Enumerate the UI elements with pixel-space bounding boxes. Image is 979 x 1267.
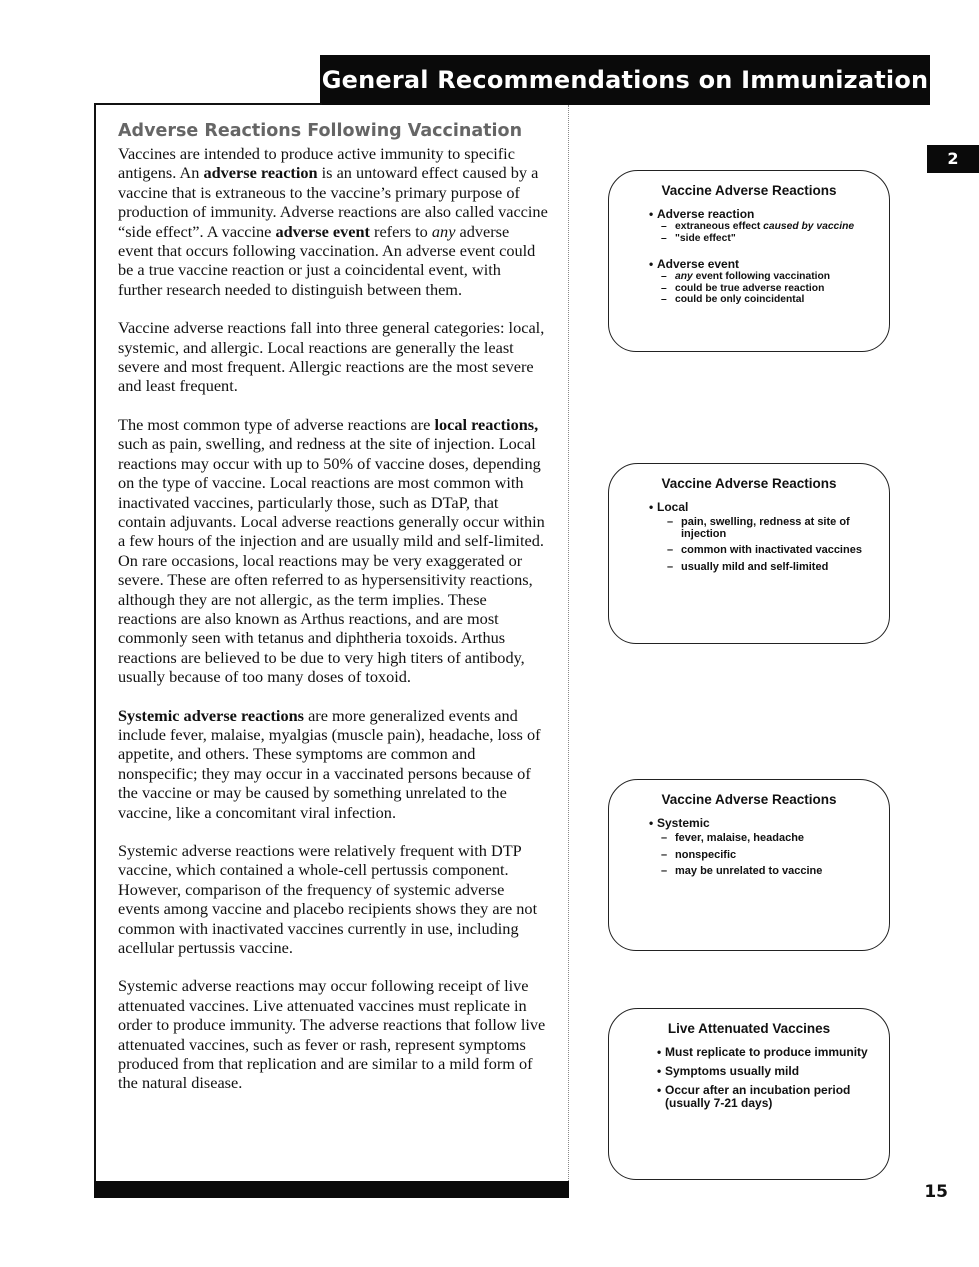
sub-bullet: – pain, swelling, redness at site of injection [667, 517, 875, 540]
slide-bullet [649, 208, 875, 244]
paragraph-adverse-reaction-definition [118, 144, 548, 299]
text-run: refers to [369, 221, 432, 241]
paragraph-live-attenuated: Systemic adverse reactions may occur following receipt of live attenuated vaccines. Live attenuated vaccines must replicate in order to produce immunity. The adverse reactions that follow live attenuated vaccines, such as fever or rash, represent symptoms produced from that replication and are similar to a mild form of the natural disease. [118, 976, 546, 1093]
slide-live-attenuated-vaccines [608, 1008, 890, 1180]
page-header-title: General Recommendations on Immunization [320, 55, 930, 105]
bullet-text: Systemic [657, 816, 710, 830]
bold-term: adverse event [275, 221, 370, 241]
slide-bullet: • Symptoms usually mild [657, 1065, 875, 1078]
sub-bullet: – could be true adverse reaction [661, 283, 875, 295]
slide-vaccine-adverse-reactions-systemic [608, 779, 890, 951]
bullet-text: Local [657, 500, 689, 514]
slide-bullet [649, 258, 875, 306]
bold-term: Systemic adverse reactions [118, 705, 304, 725]
text-run: such as pain, swelling, and redness at the site of injection. Local reactions may occur with up to 50% of vaccine doses, depending on the type of vaccine. Local reactions are most common with inactivated vaccines, particularly those, such as DTaP, that contain adjuvants. Local adverse reactions generally occur within a few hours of the injection and are usually mild and self-limited. On rare occasions, local reactions may be very exaggerated or severe. These are often referred to as hypersensitivity reactions, although they are not allergic, as the term implies. These reactions are also known as Arthus reactions, and are most commonly seen with tetanus and diphtheria toxoids. Arthus reactions are believed to be due to very high titers of antibody, usually because of too many doses of toxoid. [118, 434, 545, 687]
paragraph-local-reactions [118, 415, 548, 687]
slide-title: Live Attenuated Vaccines [667, 1021, 831, 1036]
slide-bullets [657, 1046, 875, 1110]
sub-bullet: – usually mild and self-limited [667, 562, 875, 574]
bullet-text: Adverse event [657, 257, 740, 271]
slide-bullet: • Occur after an incubation period (usually 7-21 days) [657, 1084, 875, 1110]
sub-bullet: – fever, malaise, headache [661, 833, 875, 845]
column-divider [568, 105, 569, 1187]
slide-title: Vaccine Adverse Reactions [661, 476, 837, 491]
paragraph-dtp-vaccine: Systemic adverse reactions were relatively frequent with DTP vaccine, which contained a whole-cell pertussis component. However, comparison of the frequency of systemic adverse events among vaccine and placebo recipients shows they are not common with inactivated vaccines currently in use, including acellular pertussis vaccine. [118, 841, 538, 958]
italic-term: any [675, 271, 693, 282]
sub-bullets [661, 833, 875, 878]
text-run: Vaccines are intended to produce active immunity to specific antigens. An [118, 144, 515, 183]
slide-bullet: • Must replicate to produce immunity [657, 1046, 875, 1059]
slide-bullets [649, 817, 875, 878]
text-run: is an untoward effect caused by a vaccine that is extraneous to the vaccine’s primary purpose of production of immunity. Adverse reactions are also called vaccine “side effect”. A vaccine [118, 163, 548, 241]
sub-bullet: – common with inactivated vaccines [667, 545, 875, 557]
sub-bullets [661, 271, 875, 306]
paragraph-systemic-reactions [118, 706, 548, 822]
bold-term: adverse reaction [203, 163, 318, 183]
slide-vaccine-adverse-reactions-1 [608, 170, 890, 352]
bottom-bar [94, 1181, 569, 1198]
text-run: The most common type of adverse reactions are [118, 414, 435, 434]
top-rule [94, 103, 322, 105]
slide-title: Vaccine Adverse Reactions [661, 792, 837, 807]
left-rule [94, 105, 96, 1187]
text-run: adverse event that occurs following vaccination. An adverse event could be a true vaccine reaction or just a coincidental event, with further research needed to distinguish between them. [118, 221, 536, 299]
sub-bullet [661, 221, 875, 233]
bullet-text: Adverse reaction [657, 207, 755, 221]
sub-bullet: – could be only coincidental [661, 294, 875, 306]
slide-vaccine-adverse-reactions-local [608, 463, 890, 644]
sub-bullet: – nonspecific [661, 850, 875, 862]
sub-bullets [667, 517, 875, 573]
sub-bullet: – may be unrelated to vaccine [661, 866, 875, 878]
slide-bullet [649, 501, 875, 573]
slide-bullets [649, 208, 875, 306]
text-run: event following vaccination [692, 271, 831, 282]
slide-title: Vaccine Adverse Reactions [661, 183, 837, 198]
italic-term: caused by vaccine [763, 221, 855, 232]
chapter-tab: 2 [927, 145, 979, 173]
section-title: Adverse Reactions Following Vaccination [118, 121, 523, 141]
text-run: are more generalized events and include fever, malaise, myalgias (muscle pain), headache, loss of appetite, and others. These symptoms are common and nonspecific; they may occur in a vaccinated persons because of the vaccine or may be caused by something unrelated to the vaccine, like a concomitant viral infection. [118, 705, 541, 822]
slide-bullet [649, 817, 875, 878]
italic-term: any [431, 221, 456, 241]
sub-bullets [661, 221, 875, 244]
bold-term: local reactions, [434, 414, 539, 434]
text-run: extraneous effect [675, 221, 764, 232]
page-number: 15 [924, 1182, 948, 1202]
main-text-column [118, 120, 548, 1093]
sub-bullet [661, 271, 875, 283]
sub-bullet: – "side effect" [661, 233, 875, 245]
paragraph-categories: Vaccine adverse reactions fall into three general categories: local, systemic, and allergic. Local reactions are generally the least severe and most frequent. Allergic reactions are the most severe and least frequent. [118, 318, 545, 396]
slide-bullets [649, 501, 875, 573]
